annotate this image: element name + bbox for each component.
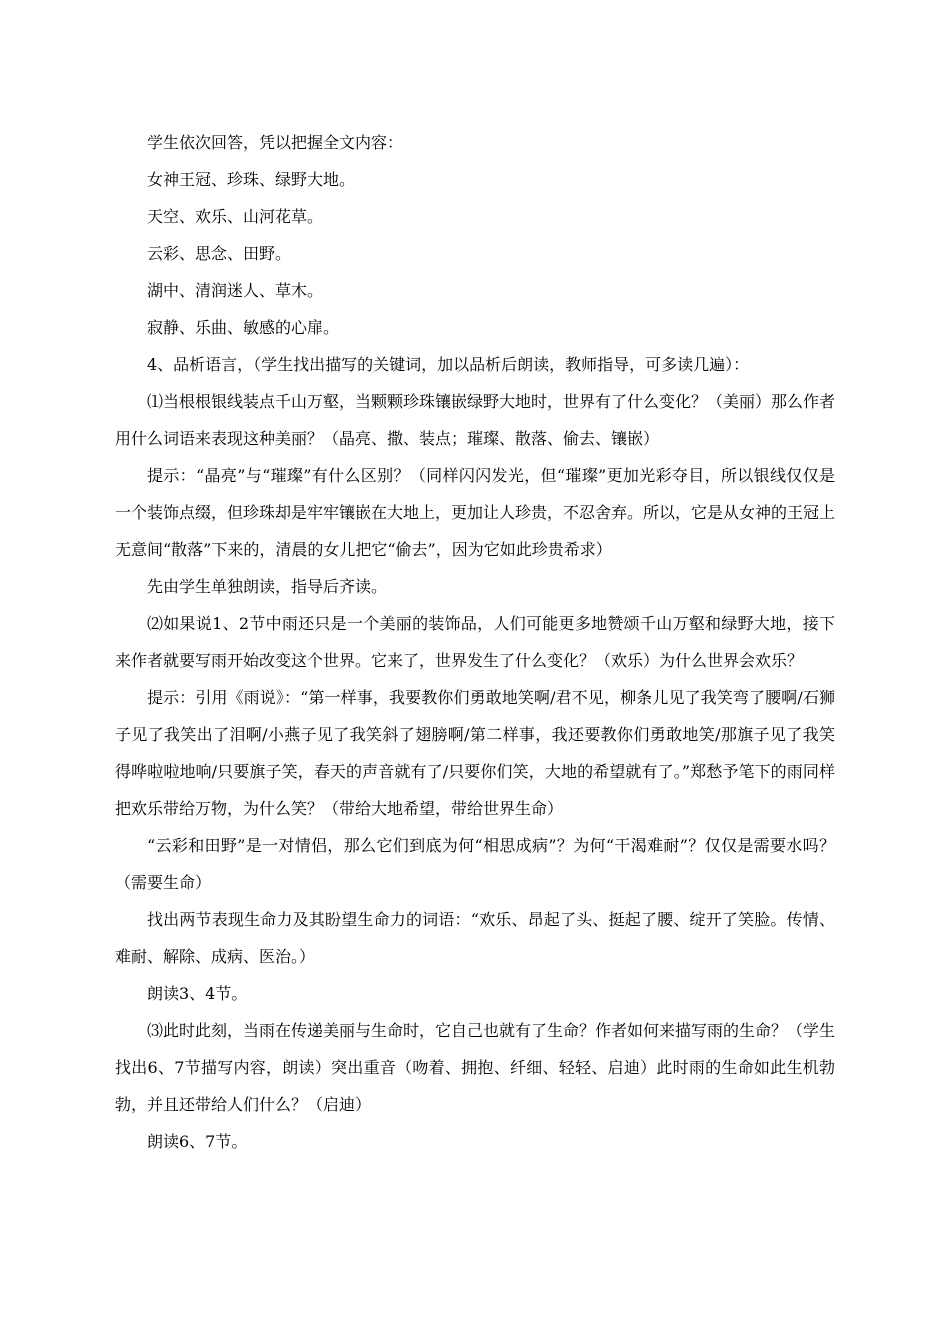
paragraph-question-2: ⑵如果说1、2节中雨还只是一个美丽的装饰品，人们可能更多地赞颂千山万壑和绿野大地，接下来作者就要写雨开始改变这个世界。它来了，世界发生了什么变化？（欢乐）为什么世界会欢乐？ <box>115 614 835 670</box>
paragraph-list-item-5: 寂静、乐曲、敏感的心扉。 <box>147 318 340 337</box>
paragraph-clouds-fields: “云彩和田野”是一对情侣，那么它们到底为何“相思成病”？为何“干渴难耐”？仅仅是需要水吗？（需要生命） <box>115 836 835 892</box>
paragraph-question-3: ⑶此时此刻，当雨在传递美丽与生命时，它自己也就有了生命？作者如何来描写雨的生命？（学生找出6、7节描写内容，朗读）突出重音（吻着、拥抱、纤细、轻轻、启迪）此时雨的生命如此生机勃勃，并且还带给人们什么？（启迪） <box>115 1021 836 1114</box>
paragraph-reading-instruction-1: 先由学生单独朗读，指导后齐读。 <box>147 577 388 596</box>
paragraph-vitality-words: 找出两节表现生命力及其盼望生命力的词语：“欢乐、昂起了头、挺起了腰、绽开了笑脸。传情、难耐、解除、成病、医治。） <box>115 910 835 966</box>
paragraph-hint-1: 提示：“晶亮”与“璀璨”有什么区别？（同样闪闪发光，但“璀璨”更加光彩夺目，所以银线仅仅是一个装饰点缀，但珍珠却是牢牢镶嵌在大地上，更加让人珍贵，不忍舍弃。所以，它是从女神的王冠上无意间“散落”下来的，清晨的女儿把它“偷去”，因为它如此珍贵希求） <box>115 466 836 559</box>
document-page <box>115 124 835 1160</box>
paragraph-reading-instruction-2: 朗读3、4节。 <box>147 984 248 1003</box>
paragraph-student-answer-intro: 学生依次回答，凭以把握全文内容： <box>147 133 404 152</box>
paragraph-question-1: ⑴当根根银线装点千山万壑，当颗颗珍珠镶嵌绿野大地时，世界有了什么变化？（美丽）那么作者用什么词语来表现这种美丽？（晶亮、撒、装点；璀璨、散落、偷去、镶嵌） <box>115 392 836 448</box>
paragraph-list-item-4: 湖中、清润迷人、草木。 <box>147 281 324 300</box>
paragraph-hint-2: 提示：引用《雨说》：“第一样事，我要教你们勇敢地笑啊/君不见，柳条儿见了我笑弯了腰啊/石狮子见了我笑出了泪啊/小燕子见了我笑斜了翅膀啊/第二样事，我还要教你们勇敢地笑/那旗子见了我笑得哗啦啦地响/只要旗子笑，春天的声音就有了/只要你们笑，大地的希望就有了。”郑愁予笔下的雨同样把欢乐带给万物，为什么笑？（带给大地希望，带给世界生命） <box>115 688 835 818</box>
paragraph-list-item-1: 女神王冠、珍珠、绿野大地。 <box>147 170 356 189</box>
paragraph-section-4-heading: 4、品析语言，（学生找出描写的关键词，加以品析后朗读，教师指导，可多读几遍）： <box>147 355 750 374</box>
paragraph-list-item-2: 天空、欢乐、山河花草。 <box>147 207 324 226</box>
paragraph-list-item-3: 云彩、思念、田野。 <box>147 244 292 263</box>
paragraph-reading-instruction-3: 朗读6、7节。 <box>147 1132 248 1151</box>
